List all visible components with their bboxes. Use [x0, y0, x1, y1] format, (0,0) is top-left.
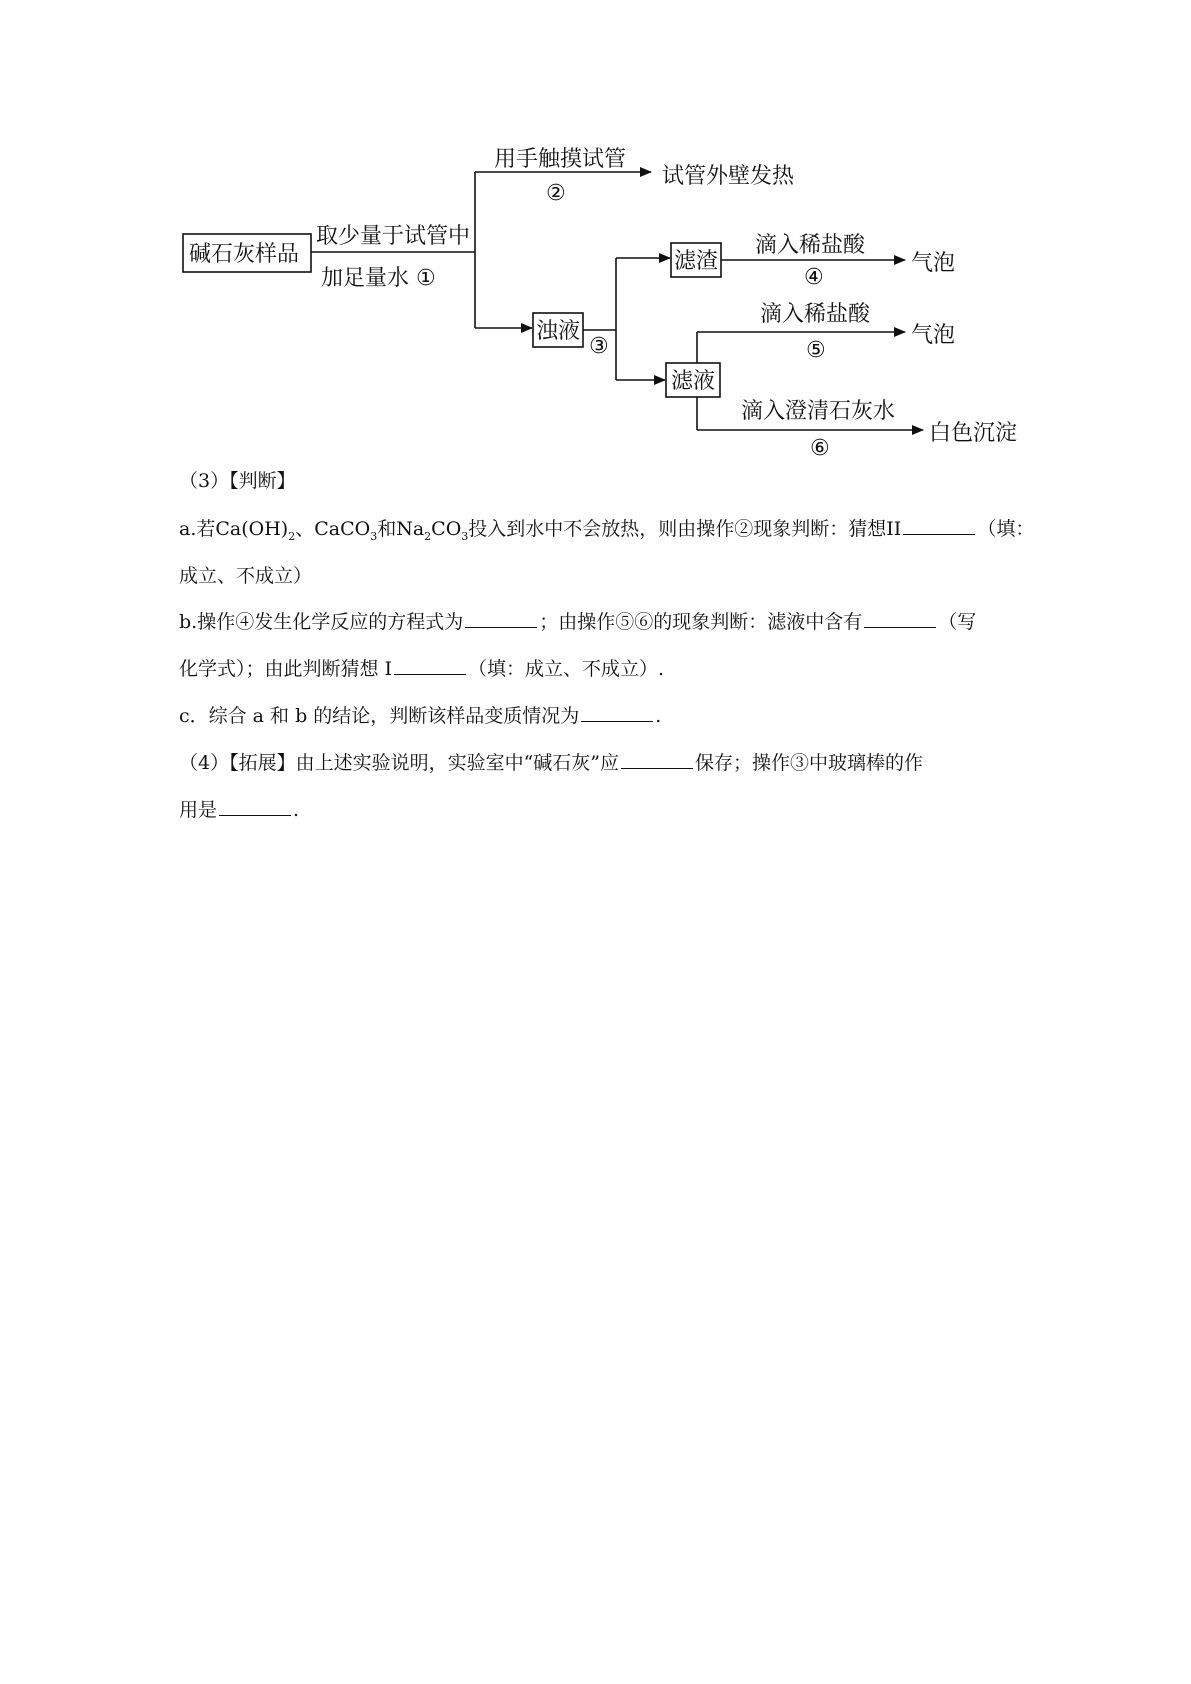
qa-tail: （填： [977, 518, 1035, 540]
qa-formula3: Na [396, 518, 425, 540]
q4-blank2[interactable] [219, 799, 291, 816]
turbid-label: 浊液 [536, 319, 581, 344]
sample-label: 碱石灰样品 [189, 242, 300, 267]
filtrate-result1: 气泡 [911, 323, 956, 348]
touch-label: 用手触摸试管 [494, 147, 627, 172]
question-b-line2 [179, 657, 664, 681]
experiment-flowchart [0, 0, 1191, 470]
touch-result: 试管外壁发热 [662, 164, 795, 189]
qa-formula3-sub2: 3 [461, 529, 469, 543]
filtrate-result2: 白色沉淀 [929, 421, 1018, 446]
q4-part2: 保存；操作③中玻璃棒的作 [695, 752, 924, 774]
qa-prefix: a.若 [179, 518, 216, 540]
qa-formula1-sub: 2 [288, 529, 296, 543]
qb-line2-part2: （填：成立、不成立）. [468, 658, 665, 680]
q4-part1: （4）【拓展】由上述实验说明，实验室中“碱石灰”应 [179, 752, 620, 774]
residue-label: 滤渣 [674, 249, 719, 274]
qa-formula2: 、CaCO [295, 518, 371, 540]
question-a-line1 [179, 517, 1034, 549]
qa-rest: 投入到水中不会放热，则由操作②现象判断：猜想II [468, 518, 902, 540]
question-c [179, 704, 661, 728]
q3-heading: （3）【判断】 [179, 470, 296, 492]
qa-and: 和 [377, 518, 397, 540]
qa-formula2-sub: 3 [370, 529, 378, 543]
residue-num: ④ [804, 265, 824, 290]
qc-blank[interactable] [581, 705, 653, 722]
qc-part1: c．综合 a 和 b 的结论，判断该样品变质情况为 [179, 705, 580, 727]
q4-line2-part2: . [293, 799, 300, 821]
q4-line2-part1: 用是 [179, 799, 218, 821]
qb-part1: b.操作④发生化学反应的方程式为 [179, 611, 464, 633]
touch-num: ② [546, 181, 566, 206]
qa-blank[interactable] [903, 518, 975, 535]
step1-top-label: 取少量于试管中 [316, 224, 471, 249]
question-a-line2: 成立、不成立） [179, 565, 313, 587]
qb-blank2[interactable] [864, 611, 936, 628]
q4-blank1[interactable] [621, 752, 693, 769]
filtrate-label: 滤液 [671, 369, 716, 394]
qb-line2-part1: 化学式）；由此判断猜想 I [179, 658, 393, 680]
filtrate-action1: 滴入稀盐酸 [760, 302, 871, 327]
filtrate-num1: ⑤ [806, 338, 826, 363]
qa-formula1: Ca(OH) [215, 518, 289, 540]
qb-blank3[interactable] [394, 658, 466, 675]
question-b-line1 [179, 610, 976, 634]
qa-formula3-mid: CO [431, 518, 462, 540]
residue-action: 滴入稀盐酸 [755, 233, 866, 258]
turbid-num: ③ [589, 334, 609, 359]
question-4-line1 [179, 751, 923, 775]
step1-bottom-label: 加足量水 ① [321, 266, 436, 291]
qa-formula3-sub1: 2 [424, 529, 432, 543]
filtrate-action2: 滴入澄清石灰水 [741, 399, 896, 424]
question-4-line2 [179, 798, 299, 822]
residue-result: 气泡 [911, 251, 956, 276]
qb-part2: ；由操作⑤⑥的现象判断：滤液中含有 [539, 611, 863, 633]
qc-part2: . [655, 705, 662, 727]
filtrate-num2: ⑥ [810, 436, 830, 461]
qb-blank1[interactable] [465, 611, 537, 628]
qb-part3: （写 [938, 611, 977, 633]
